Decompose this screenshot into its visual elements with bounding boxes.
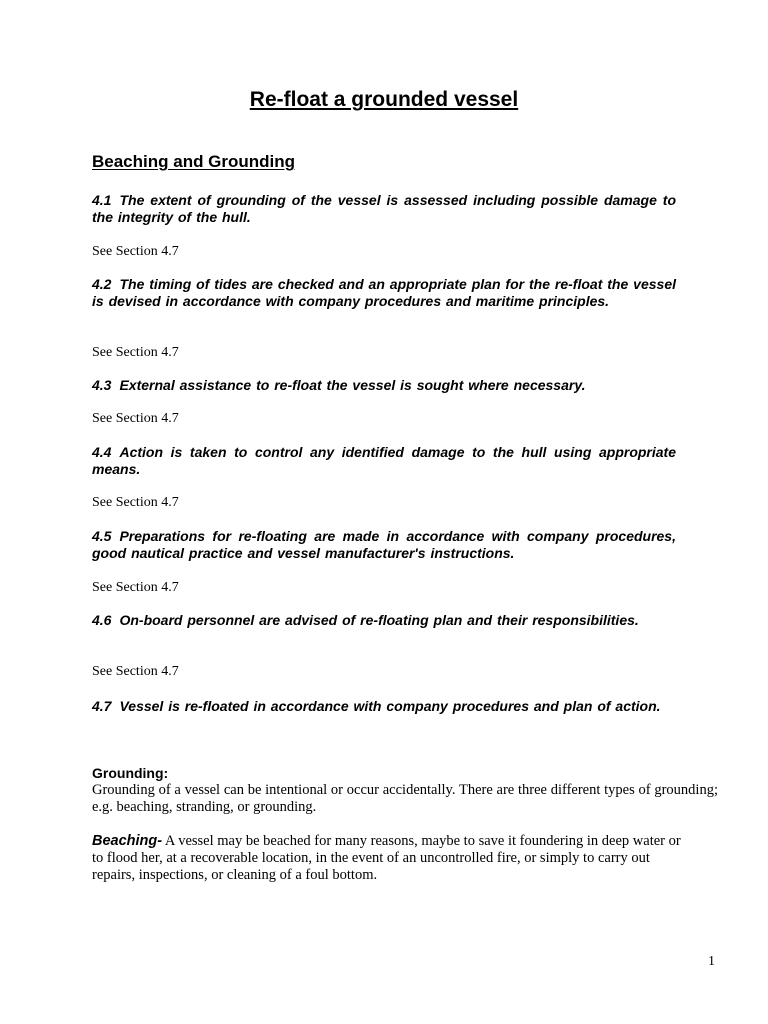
item-4-6-reference: See Section 4.7	[92, 664, 179, 679]
item-4-7	[92, 698, 676, 715]
grounding-heading: Grounding:	[92, 765, 169, 781]
grounding-paragraph: Grounding of a vessel can be intentional or occur accidentally. There are three different types of grounding; e.g. beaching, stranding, or grounding.	[92, 782, 718, 815]
item-4-1	[92, 192, 676, 226]
beaching-paragraph	[92, 833, 692, 884]
item-text: On-board personnel are advised of re-floating plan and their responsibilities.	[119, 612, 639, 628]
item-text: The timing of tides are checked and an appropriate plan for the re-float the vessel is devised in accordance with company procedures and maritime principles.	[92, 276, 676, 309]
item-4-3	[92, 377, 676, 394]
section-heading: Beaching and Grounding	[92, 152, 296, 171]
beaching-text: A vessel may be beached for many reasons, maybe to save it foundering in deep water or to flood her, at a recoverable location, in the event of an uncontrolled fire, or simply to carry out repairs, inspections, or cleaning of a foul bottom.	[92, 833, 681, 883]
item-number: 4.3	[92, 377, 112, 393]
item-number: 4.4	[92, 444, 112, 460]
item-number: 4.7	[92, 698, 112, 714]
document-title: Re-float a grounded vessel	[249, 88, 519, 111]
item-text: Vessel is re-floated in accordance with company procedures and plan of action.	[119, 698, 661, 714]
beaching-lead: Beaching-	[92, 833, 163, 849]
item-text: Preparations for re-floating are made in accordance with company procedures, good nautical practice and vessel manufacturer's instructions.	[92, 528, 676, 561]
item-4-5	[92, 528, 676, 562]
item-4-1-reference: See Section 4.7	[92, 244, 179, 259]
item-4-4	[92, 444, 676, 478]
item-text: The extent of grounding of the vessel is assessed including possible damage to the integrity of the hull.	[92, 192, 676, 225]
item-4-4-reference: See Section 4.7	[92, 495, 179, 510]
item-4-6	[92, 612, 676, 629]
item-number: 4.5	[92, 528, 112, 544]
item-text: Action is taken to control any identified damage to the hull using appropriate means.	[92, 444, 676, 477]
item-text: External assistance to re-float the vessel is sought where necessary.	[119, 377, 586, 393]
item-number: 4.6	[92, 612, 112, 628]
item-4-2	[92, 276, 676, 310]
item-number: 4.1	[92, 192, 112, 208]
item-4-5-reference: See Section 4.7	[92, 580, 179, 595]
item-4-3-reference: See Section 4.7	[92, 411, 179, 426]
page-number: 1	[708, 954, 715, 969]
item-number: 4.2	[92, 276, 112, 292]
item-4-2-reference: See Section 4.7	[92, 345, 179, 360]
